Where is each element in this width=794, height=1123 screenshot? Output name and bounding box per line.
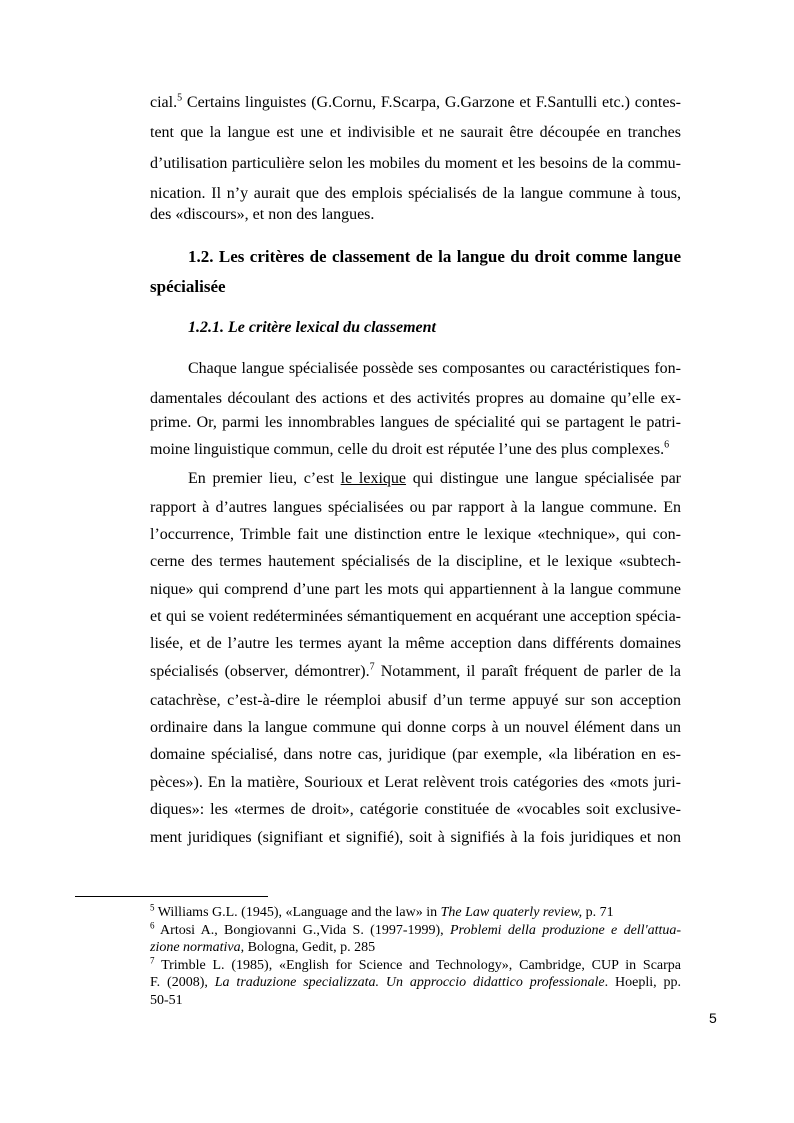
paragraph-line: [150, 439, 681, 458]
paragraph-line: [150, 92, 681, 111]
footnote-7-continued: 50-51: [150, 993, 183, 1008]
text-span: cial.: [150, 94, 178, 111]
paragraph-line: [150, 661, 681, 680]
text-span: , Bologna, Gedit, p. 285: [240, 940, 376, 955]
footnote-6-continued: [150, 941, 681, 955]
text-span: Notamment, il paraît fréquent de parler de la: [374, 663, 681, 680]
footnote-7: [150, 955, 681, 973]
footnote-separator: [75, 896, 268, 897]
paragraph-line: domaine spécialisé, dans notre cas, juridique (par exemple, «la libération en es-: [150, 746, 681, 763]
paragraph-line: nication. Il n’y aurait que des emplois spécialisés de la langue commune à tous,: [150, 185, 681, 202]
underlined-term: le lexique: [340, 470, 407, 487]
text-span: spécialisés (observer, démontrer).: [150, 663, 370, 680]
paragraph-line: cerne des termes hautement spécialisés de la discipline, et le lexique «subtech-: [150, 553, 681, 570]
text-span: Trimble L. (1985), «English for Science and Technology», Cambridge, CUP in Scarpa: [154, 958, 681, 973]
italic-title: zione normativa: [150, 940, 241, 955]
paragraph-line: pèces»). En la matière, Sourioux et Lerat relèvent trois catégories des «mots juri-: [150, 774, 681, 791]
paragraph-line: [188, 471, 681, 487]
paragraph-line: damentales découlant des actions et des activités propres au domaine qu’elle ex-: [150, 390, 681, 407]
paragraph-line: lisée, et de l’autre les termes ayant la même acception dans différents domaines: [150, 635, 681, 652]
text-span: F. (2008),: [150, 975, 215, 990]
paragraph-line: Chaque langue spécialisée possède ses composantes ou caractéristiques fon-: [188, 360, 681, 377]
subsection-heading: 1.2.1. Le critère lexical du classement: [188, 319, 436, 336]
paragraph-line: rapport à d’autres langues spécialisées ou par rapport à la langue commune. En: [150, 499, 681, 516]
text-span: moine linguistique commun, celle du droit est réputée l’une des plus complexes.: [150, 441, 665, 458]
paragraph-line: catachrèse, c’est-à-dire le réemploi abusif d’un terme appuyé sur son acception: [150, 692, 681, 709]
footnote-7-continued: [150, 976, 681, 990]
italic-title: La traduzione specializzata. Un approccio didattico professionale: [214, 975, 605, 990]
footnote-ref: 6: [664, 439, 670, 451]
paragraph-line: d’utilisation particulière selon les mobiles du moment et les besoins de la commu-: [150, 155, 681, 172]
paragraph-line: et qui se voient redéterminées sémantiquement en acquérant une acception spécia-: [150, 608, 681, 625]
text-span: Artosi A., Bongiovanni G.,Vida S. (1997-1999),: [154, 923, 450, 938]
section-heading: 1.2. Les critères de classement de la langue du droit comme langue: [188, 247, 681, 266]
page-number: 5: [709, 1010, 717, 1026]
paragraph-line: tent que la langue est une et indivisible et ne saurait être découpée en tranches: [150, 124, 681, 141]
paragraph-line: des «discours», et non des langues.: [150, 206, 375, 223]
italic-title: Problemi della produzione e dell'attua-: [449, 923, 682, 938]
paragraph-line: diques»: les «termes de droit», catégorie constituée de «vocables soit exclusive-: [150, 801, 681, 818]
paragraph-line: ordinaire dans la langue commune qui donne corps à un nouvel élément dans un: [150, 719, 681, 736]
paragraph-line: prime. Or, parmi les innombrables langues de spécialité qui se partagent le patri-: [150, 414, 681, 431]
footnote-ref: 5: [177, 92, 183, 104]
paragraph-line: l’occurrence, Trimble fait une distinction entre le lexique «technique», qui con-: [150, 526, 681, 543]
footnote-6: [150, 920, 682, 938]
footnote-number: 5: [150, 902, 155, 913]
footnote-5: [150, 902, 681, 920]
section-heading-continued: spécialisée: [150, 277, 226, 296]
text-span: . Hoepli, pp.: [604, 975, 681, 990]
text-span: Certains linguistes (G.Cornu, F.Scarpa, G.Garzone et F.Santulli etc.) contes-: [182, 94, 681, 111]
text-span: En premier lieu, c’est: [188, 470, 341, 487]
italic-title: The Law quaterly review,: [440, 905, 583, 920]
footnote-ref: 7: [369, 661, 375, 673]
text-span: qui distingue une langue spécialisée par: [406, 470, 682, 487]
text-span: Williams G.L. (1945), «Language and the law» in: [154, 905, 441, 920]
paragraph-line: ment juridiques (signifiant et signifié), soit à signifiés à la fois juridiques et non: [150, 829, 681, 846]
footnote-number: 7: [150, 955, 155, 966]
paragraph-line: nique» qui comprend d’une part les mots qui appartiennent à la langue commune: [150, 581, 681, 598]
footnote-number: 6: [150, 920, 155, 931]
text-span: p. 71: [582, 905, 614, 920]
